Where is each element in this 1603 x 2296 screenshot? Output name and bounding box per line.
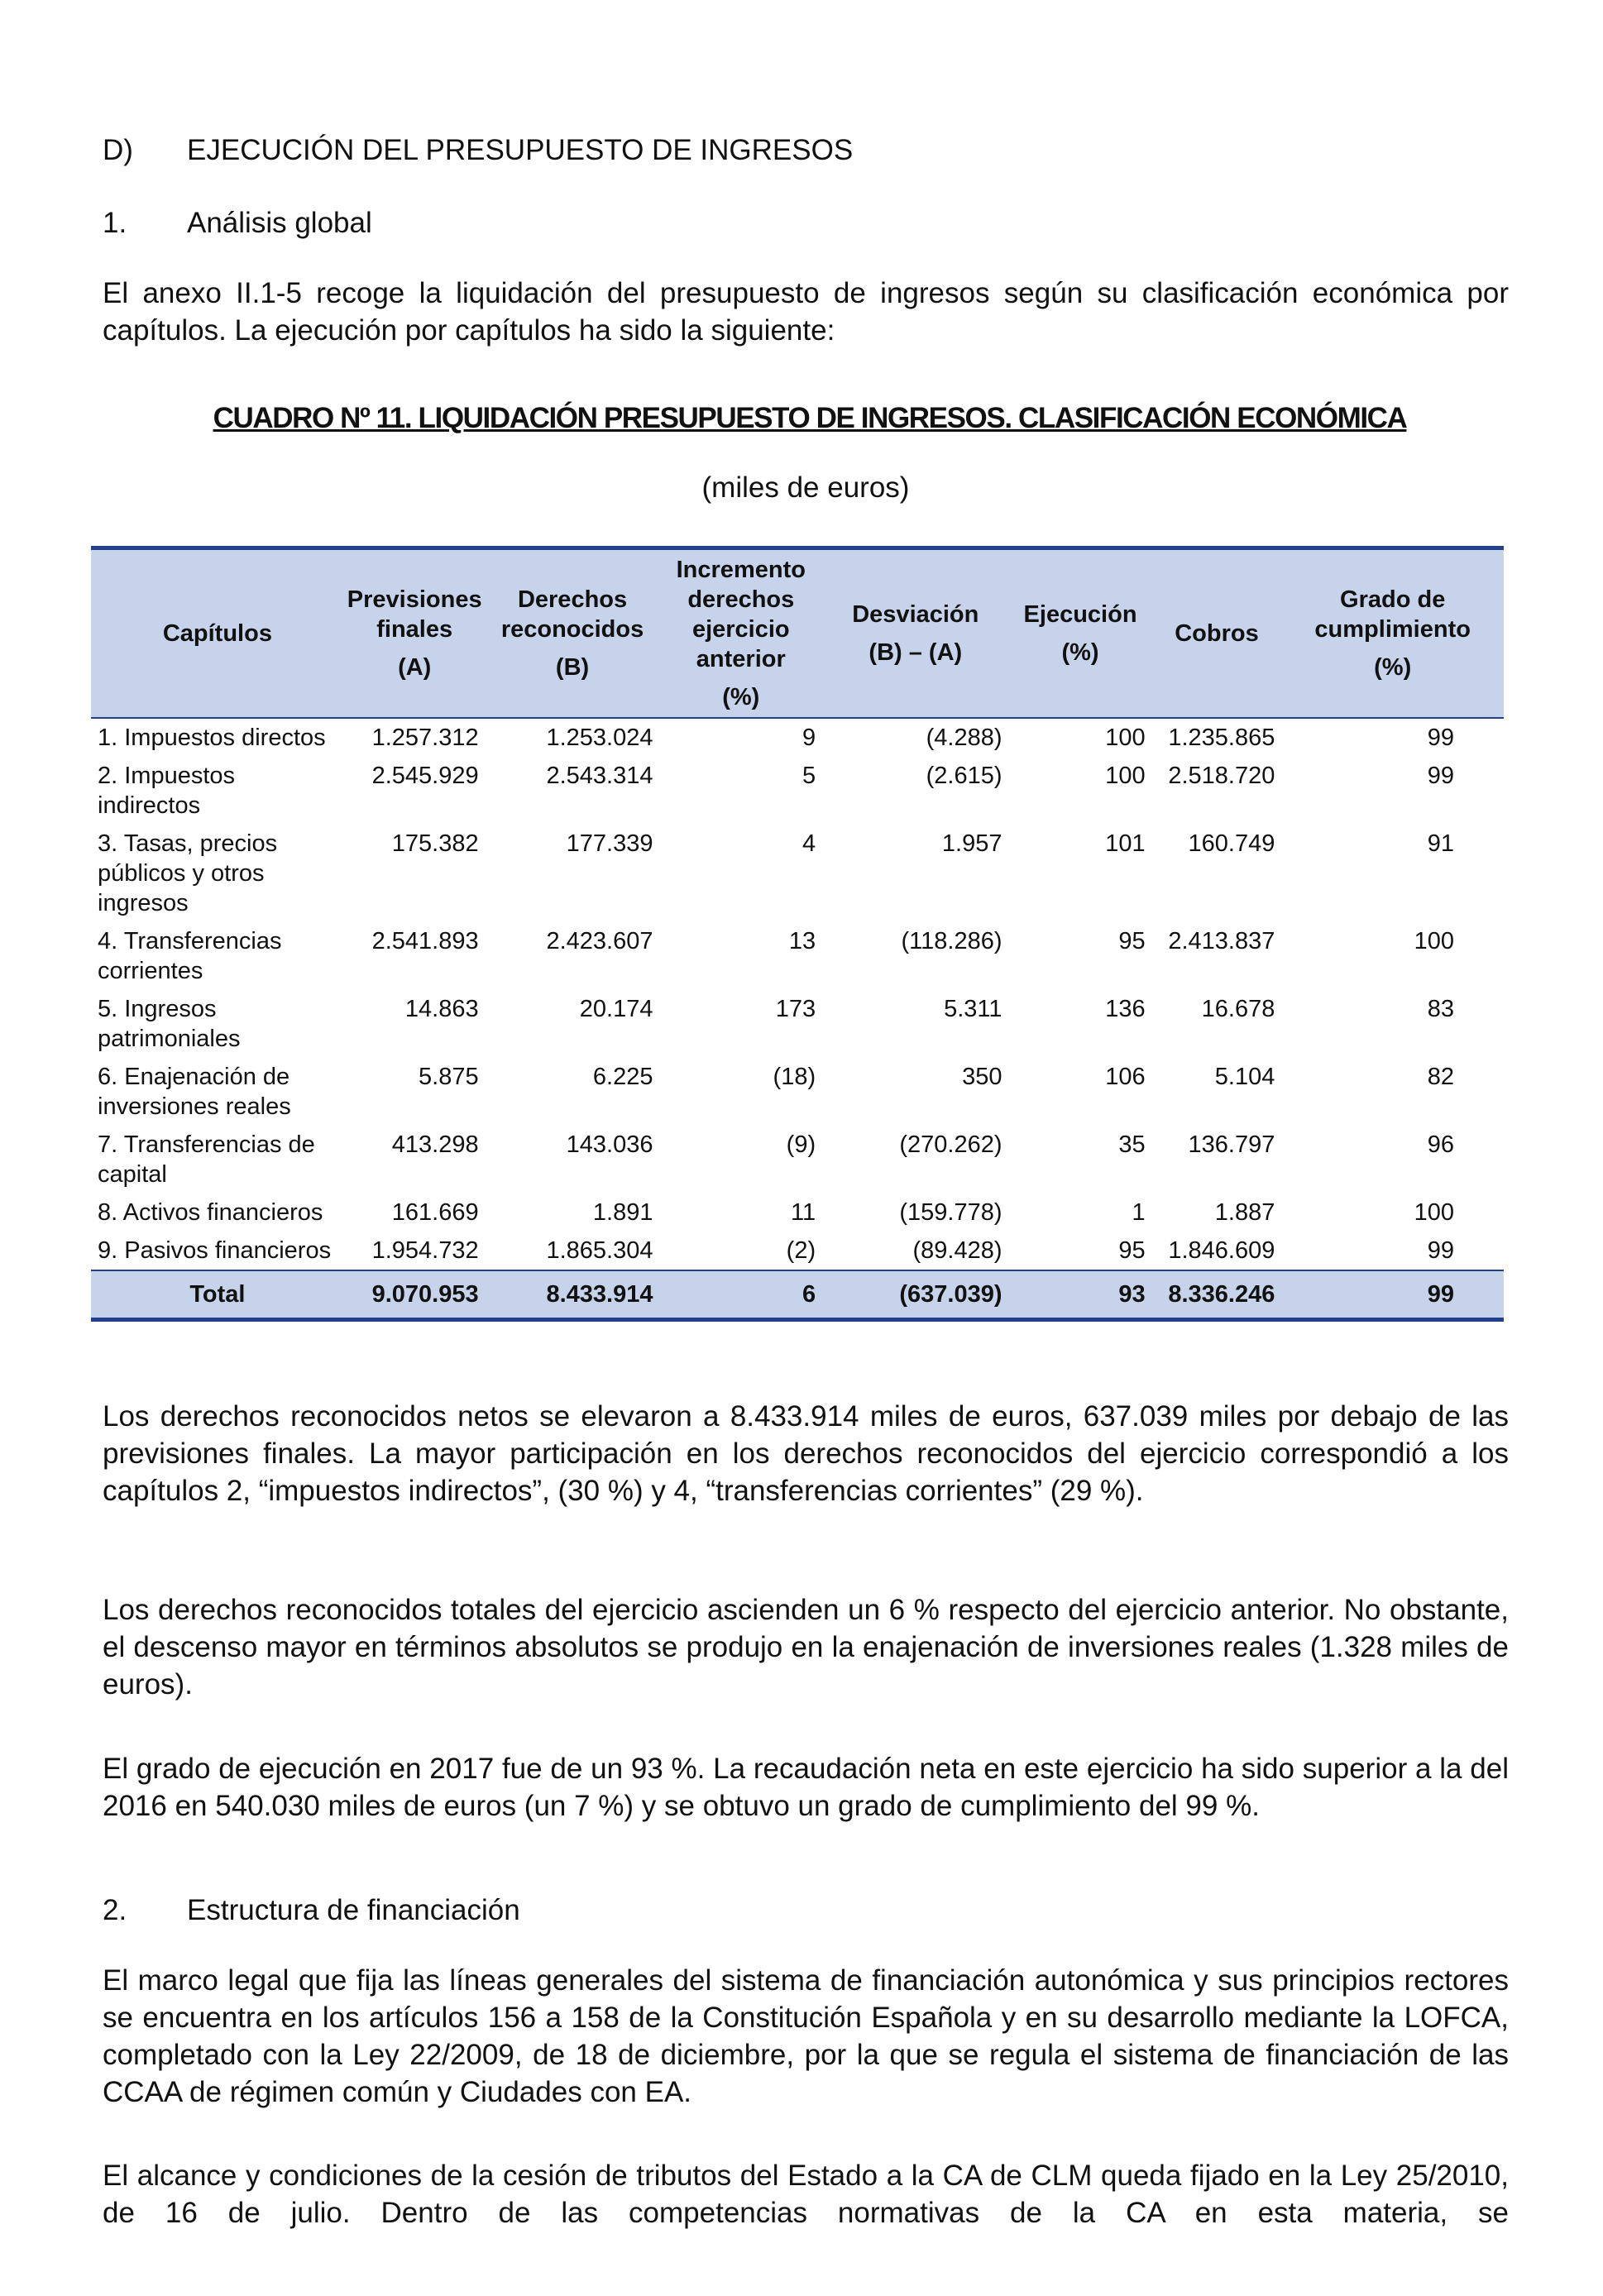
- cell-capitulo: 1. Impuestos directos: [98, 725, 326, 751]
- col-header-cobros: Cobros: [1152, 548, 1282, 719]
- cell-desviacion: 5.311: [944, 996, 1002, 1022]
- cell-incremento: (2): [786, 1237, 816, 1264]
- section-heading-d: [103, 134, 853, 167]
- cell-cobros: 1.846.609: [1168, 1237, 1275, 1264]
- cell-desviacion: (89.428): [912, 1237, 1002, 1264]
- table-row: [91, 990, 1504, 1058]
- paragraph-derechos: Los derechos reconocidos netos se elevaron a 8.433.914 miles de euros, 637.039 miles por debajo de las previsiones finales. La mayor participación en los derechos reconocidos del ejercicio correspondió a los capítulos 2, “impuestos indirectos”, (30 %) y 4, “transferencias corrientes” (29 %).: [103, 1400, 1509, 1507]
- col-header-grado: Grado de cumplimiento (%): [1281, 548, 1504, 719]
- cell-previsiones: 9.070.953: [344, 1270, 486, 1320]
- cell-derechos: 1.865.304: [546, 1237, 653, 1264]
- cell-previsiones: 2.541.893: [371, 928, 479, 954]
- cell-ejecucion: 106: [1105, 1064, 1146, 1090]
- cell-incremento: 6: [659, 1270, 822, 1320]
- cell-desviacion: (118.286): [901, 928, 1002, 954]
- cell-capitulo: 2. Impuestos indirectos: [98, 763, 236, 819]
- paragraph-totales: Los derechos reconocidos totales del ejercicio ascienden un 6 % respecto del ejercicio anterior. No obstante, el descenso mayor en términos absolutos se produjo en la enajenación de inversiones reales (1.328 miles de euros).: [103, 1594, 1509, 1700]
- table-row: [91, 1126, 1504, 1193]
- cell-desviacion: (2.615): [926, 763, 1002, 789]
- cell-incremento: (18): [773, 1064, 816, 1090]
- cell-previsiones: 14.863: [404, 996, 479, 1022]
- cell-derechos: 1.891: [592, 1199, 653, 1226]
- section-number: 1.: [103, 207, 127, 239]
- cell-incremento: 4: [802, 830, 816, 857]
- section-title: Análisis global: [187, 207, 372, 239]
- cell-capitulo: 9. Pasivos financieros: [98, 1237, 332, 1264]
- cell-capitulo: 5. Ingresos patrimoniales: [98, 996, 241, 1052]
- cell-capitulo: 8. Activos financieros: [98, 1199, 323, 1226]
- cell-previsiones: 1.954.732: [371, 1237, 479, 1264]
- section-number: 2.: [103, 1894, 127, 1926]
- cell-ejecucion: 93: [1009, 1270, 1152, 1320]
- section-title: Estructura de financiación: [187, 1894, 520, 1926]
- cell-cobros: 136.797: [1188, 1131, 1275, 1158]
- section-number: D): [103, 134, 133, 166]
- cell-ejecucion: 35: [1118, 1131, 1146, 1158]
- section-heading-1: [103, 207, 372, 240]
- cell-desviacion: 350: [962, 1064, 1002, 1090]
- intro-paragraph: El anexo II.1-5 recoge la liquidación del presupuesto de ingresos según su clasificación económica por capítulos. La ejecución por capítulos ha sido la siguiente:: [103, 277, 1509, 347]
- cell-ejecucion: 100: [1105, 725, 1146, 751]
- cell-grado: 82: [1427, 1064, 1454, 1090]
- cell-derechos: 6.225: [592, 1064, 653, 1090]
- cell-capitulo: Total: [91, 1270, 344, 1320]
- table-row: [91, 922, 1504, 990]
- table-row: [91, 1193, 1504, 1232]
- cell-cobros: 1.235.865: [1168, 725, 1275, 751]
- income-budget-table: [91, 546, 1504, 1322]
- cell-cobros: 5.104: [1214, 1064, 1275, 1090]
- cell-derechos: 2.423.607: [546, 928, 653, 954]
- col-header-incremento: Incremento derechos ejercicio anterior (%): [659, 548, 822, 719]
- cell-capitulo: 3. Tasas, precios públicos y otros ingresos: [98, 830, 278, 916]
- cell-cobros: 160.749: [1188, 830, 1275, 857]
- cell-cobros: 2.413.837: [1168, 928, 1275, 954]
- cell-ejecucion: 100: [1105, 763, 1146, 789]
- cell-derechos: 20.174: [579, 996, 653, 1022]
- cell-ejecucion: 1: [1132, 1199, 1146, 1226]
- cell-capitulo: 7. Transferencias de capital: [98, 1131, 315, 1188]
- cell-incremento: 9: [802, 725, 816, 751]
- table-row: [91, 718, 1504, 757]
- section-heading-2: [103, 1894, 520, 1927]
- cell-incremento: (9): [786, 1131, 816, 1158]
- table-title: CUADRO Nº 11. LIQUIDACIÓN PRESUPUESTO DE INGRESOS. CLASIFICACIÓN ECONÓMICA: [213, 402, 1407, 434]
- cell-ejecucion: 136: [1105, 996, 1146, 1022]
- col-header-derechos: Derechos reconocidos (B): [486, 548, 660, 719]
- cell-desviacion: (270.262): [899, 1131, 1002, 1158]
- cell-desviacion: (4.288): [926, 725, 1002, 751]
- cell-previsiones: 1.257.312: [371, 725, 479, 751]
- cell-desviacion: 1.957: [941, 830, 1002, 857]
- table-units: (miles de euros): [701, 471, 910, 504]
- cell-grado: 83: [1427, 996, 1454, 1022]
- cell-cobros: 8.336.246: [1152, 1270, 1282, 1320]
- paragraph-grado: El grado de ejecución en 2017 fue de un 93 %. La recaudación neta en este ejercicio ha sido superior a la del 2016 en 540.030 miles de euros (un 7 %) y se obtuvo un grado de cumplimiento del 99 %.: [103, 1753, 1509, 1822]
- cell-ejecucion: 95: [1118, 928, 1146, 954]
- cell-desviacion: (159.778): [899, 1199, 1002, 1226]
- cell-derechos: 177.339: [566, 830, 653, 857]
- cell-cobros: 1.887: [1214, 1199, 1275, 1226]
- table-row: [91, 1232, 1504, 1270]
- cell-derechos: 8.433.914: [486, 1270, 660, 1320]
- cell-incremento: 5: [802, 763, 816, 789]
- cell-grado: 100: [1414, 1199, 1454, 1226]
- table-header-row: [91, 548, 1504, 719]
- cell-desviacion: (637.039): [822, 1270, 1008, 1320]
- cell-previsiones: 175.382: [391, 830, 479, 857]
- section-title: EJECUCIÓN DEL PRESUPUESTO DE INGRESOS: [187, 134, 854, 166]
- table-row: [91, 825, 1504, 922]
- cell-cobros: 16.678: [1201, 996, 1275, 1022]
- table-row: [91, 1058, 1504, 1126]
- cell-incremento: 173: [775, 996, 816, 1022]
- cell-ejecucion: 101: [1105, 830, 1146, 857]
- col-header-ejecucion: Ejecución (%): [1009, 548, 1152, 719]
- cell-previsiones: 161.669: [391, 1199, 479, 1226]
- cell-derechos: 2.543.314: [546, 763, 653, 789]
- cell-derechos: 143.036: [566, 1131, 653, 1158]
- cell-derechos: 1.253.024: [546, 725, 653, 751]
- cell-grado: 99: [1427, 725, 1454, 751]
- cell-grado: 96: [1427, 1131, 1454, 1158]
- cell-grado: 99: [1281, 1270, 1504, 1320]
- cell-ejecucion: 95: [1118, 1237, 1146, 1264]
- table-total-row: [91, 1270, 1504, 1320]
- cell-previsiones: 2.545.929: [371, 763, 479, 789]
- cell-capitulo: 6. Enajenación de inversiones reales: [98, 1064, 291, 1120]
- col-header-previsiones: Previsiones finales (A): [344, 548, 486, 719]
- paragraph-alcance: El alcance y condiciones de la cesión de tributos del Estado a la CA de CLM queda fijado en la Ley 25/2010, de 16 de julio. Dentro de las competencias normativas de la CA en esta materia, se: [103, 2160, 1509, 2229]
- cell-grado: 91: [1427, 830, 1454, 857]
- cell-previsiones: 413.298: [391, 1131, 479, 1158]
- cell-previsiones: 5.875: [419, 1064, 479, 1090]
- col-header-capitulos: Capítulos: [91, 548, 344, 719]
- table-row: [91, 757, 1504, 825]
- cell-cobros: 2.518.720: [1168, 763, 1275, 789]
- cell-capitulo: 4. Transferencias corrientes: [98, 928, 282, 984]
- col-header-desviacion: Desviación (B) – (A): [822, 548, 1008, 719]
- cell-grado: 99: [1427, 1237, 1454, 1264]
- cell-incremento: 11: [791, 1199, 816, 1226]
- cell-grado: 99: [1427, 763, 1454, 789]
- paragraph-marco: El marco legal que fija las líneas generales del sistema de financiación autonómica y sus principios rectores se encuentra en los artículos 156 a 158 de la Constitución Española y en su desarrollo mediante la LOFCA, completado con la Ley 22/2009, de 18 de diciembre, por la que se regula el sistema de financiación de las CCAA de régimen común y Ciudades con EA.: [103, 1964, 1509, 2108]
- cell-grado: 100: [1414, 928, 1454, 954]
- cell-incremento: 13: [788, 928, 816, 954]
